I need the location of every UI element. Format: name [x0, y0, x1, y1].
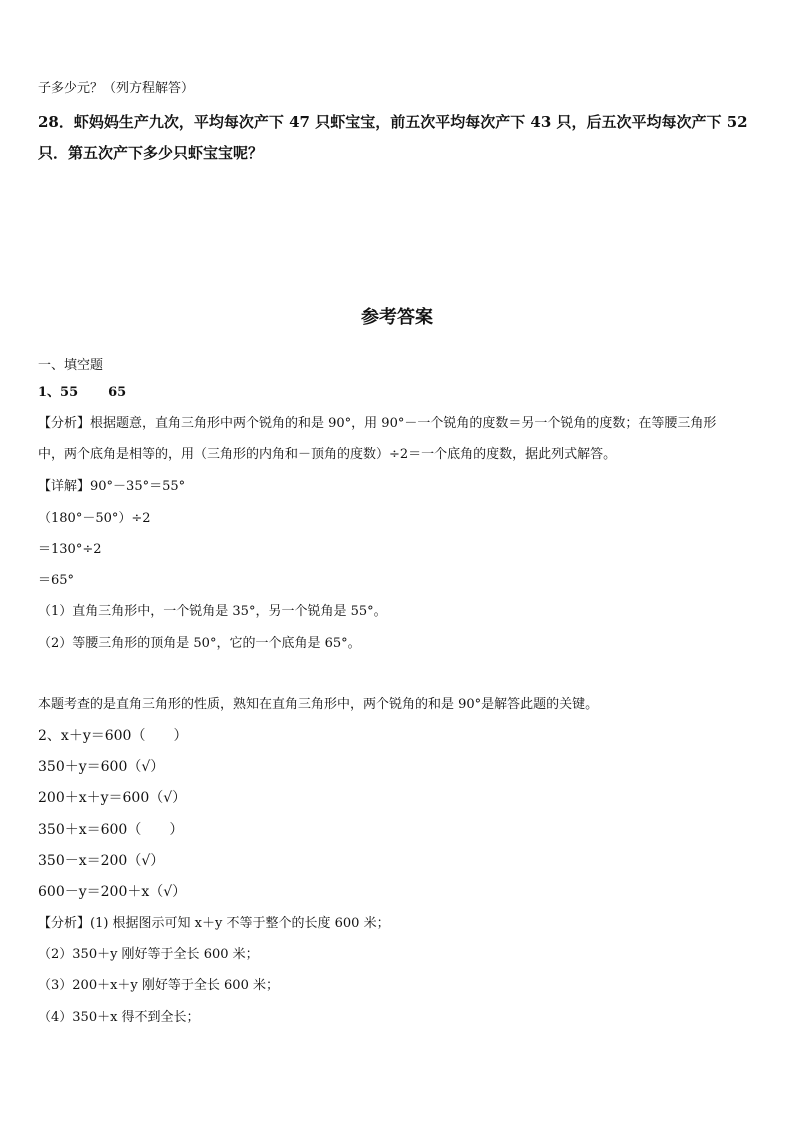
answer-2-eq1	[38, 727, 187, 745]
answer-1-result2: （2）等腰三角形的顶角是 50°，它的一个底角是 65°。	[38, 636, 361, 651]
answer-2-eq6: 600－y＝200＋x（√）	[38, 884, 187, 900]
answer-2-analysis1: 【分析】(1) 根据图示可知 x＋y 不等于整个的长度 600 米；	[38, 916, 390, 931]
answer-2-eq4: 350＋x＝600（ ）	[38, 822, 184, 838]
answer-2-analysis4: （4）350＋x 得不到全长；	[38, 1010, 200, 1025]
answer-1-detail-line4: ＝65°	[38, 573, 75, 588]
answer-1-comment: 本题考查的是直角三角形的性质，熟知在直角三角形中，两个锐角的和是 90°是解答此题的关键。	[38, 697, 599, 712]
question-28-line1: 28．虾妈妈生产九次，平均每次产下 47 只虾宝宝，前五次平均每次产下 43 只，后五次平均每次产下 52	[38, 113, 748, 131]
answer-title: 参考答案	[361, 307, 433, 328]
answer-2-analysis2: （2）350＋y 刚好等于全长 600 米；	[38, 947, 259, 962]
answer-1-number	[38, 384, 126, 402]
answer-2-equation: x＋y＝600（ ）	[60, 728, 188, 744]
answer-2-analysis3: （3）200＋x＋y 刚好等于全长 600 米；	[38, 978, 279, 993]
question-28-line2: 只．第五次产下多少只虾宝宝呢？	[38, 144, 264, 162]
answer-2-eq3: 200＋x＋y＝600（√）	[38, 790, 187, 806]
answer-2-number: 2、	[38, 728, 61, 744]
answer-1-detail-line3: ＝130°÷2	[38, 542, 102, 557]
answer-2-eq2: 350＋y＝600（√）	[38, 759, 165, 775]
answer-1-result1: （1）直角三角形中，一个锐角是 35°，另一个锐角是 55°。	[38, 604, 387, 619]
answer-1-detail-line2: （180°－50°）÷2	[38, 511, 151, 526]
section-heading: 一、填空题	[38, 358, 104, 373]
answer-2-eq5: 350－x＝200（√）	[38, 853, 165, 869]
answer-1-first-value: 1、55	[38, 385, 79, 400]
question-27-tail: 子多少元？（列方程解答）	[38, 81, 195, 96]
answer-1-analysis-line1: 【分析】根据题意，直角三角形中两个锐角的和是 90°，用 90°－一个锐角的度数＝另一个锐角的度数；在等腰三角形	[38, 416, 717, 431]
answer-1-analysis-line2: 中，两个底角是相等的，用（三角形的内角和－顶角的度数）÷2＝一个底角的度数，据此列式解答。	[38, 447, 617, 462]
answer-1-second-value: 65	[108, 385, 127, 400]
answer-1-detail-line1: 【详解】90°－35°＝55°	[38, 479, 186, 494]
